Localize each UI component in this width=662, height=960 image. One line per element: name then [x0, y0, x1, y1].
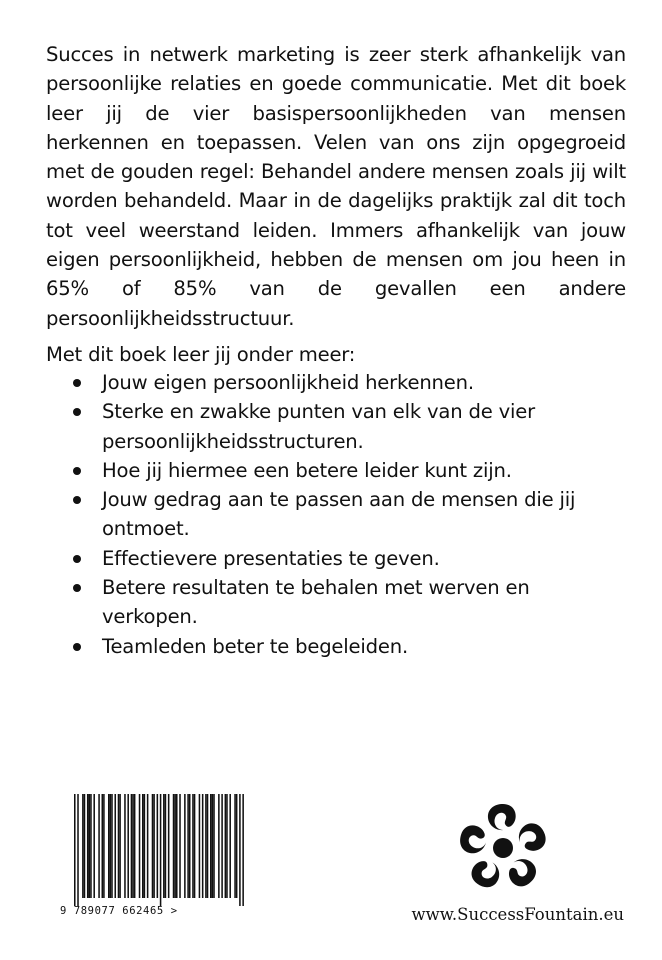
barcode-bar — [89, 794, 91, 898]
barcode-bar — [110, 794, 112, 898]
barcode-bar — [127, 794, 129, 898]
barcode-bar — [111, 794, 113, 898]
barcode-bar — [239, 794, 241, 906]
barcode-bar — [168, 794, 170, 898]
barcode-bar — [147, 794, 149, 898]
barcode-bar — [236, 794, 238, 898]
barcode-bar — [226, 794, 228, 898]
list-item-text: Teamleden beter te begeleiden. — [102, 634, 408, 658]
list-heading: Met dit boek leer jij onder meer: — [46, 343, 356, 366]
barcode-bar — [87, 794, 89, 898]
barcode-bar — [134, 794, 136, 898]
barcode-bar — [102, 794, 104, 898]
barcode-bar — [221, 794, 223, 898]
barcode-bar — [218, 794, 220, 898]
barcode-bar — [234, 794, 236, 898]
bullet-icon — [73, 379, 81, 387]
barcode-bar — [179, 794, 181, 898]
flower-logo-icon — [455, 800, 551, 896]
barcode-bar — [119, 794, 121, 898]
barcode-bar — [84, 794, 86, 898]
barcode-bar — [225, 794, 227, 898]
barcode-bar — [173, 794, 175, 898]
barcode-bar — [131, 794, 133, 898]
list-item — [46, 456, 626, 485]
barcode-bar — [207, 794, 209, 898]
list-item — [46, 632, 626, 661]
barcode-bar — [114, 794, 116, 898]
barcode-bar — [210, 794, 212, 898]
barcode-bar — [212, 794, 214, 898]
list-item — [46, 397, 626, 456]
barcode-bar — [184, 794, 186, 898]
list-item-text: Betere resultaten te behalen met werven en verkopen. — [102, 576, 530, 629]
publisher-website: www.SuccessFountain.eu — [411, 905, 624, 924]
barcode-bar — [189, 794, 191, 898]
list-item-text: Jouw eigen persoonlijkheid herkennen. — [102, 371, 474, 394]
list-item-text: Sterke en zwakke punten van elk van de vier persoonlijkheidsstructuren. — [102, 400, 535, 453]
barcode-bar — [160, 794, 162, 906]
barcode-bar — [176, 794, 178, 898]
barcode-bar — [165, 794, 167, 898]
bullet-icon — [73, 496, 81, 504]
barcode-bar — [163, 794, 165, 898]
barcode-bar — [93, 794, 95, 898]
barcode-bar — [90, 794, 92, 898]
bullet-icon — [73, 584, 81, 592]
bullet-icon — [73, 408, 81, 416]
barcode-bar — [82, 794, 84, 898]
barcode-bar — [98, 794, 100, 898]
barcode-bar — [74, 794, 76, 906]
isbn-barcode — [74, 794, 244, 922]
list-item — [46, 573, 626, 632]
barcode-bar — [242, 794, 244, 906]
barcode-bar — [118, 794, 120, 898]
barcode-bar — [124, 794, 126, 898]
barcode-bar — [77, 794, 79, 906]
barcode-bar — [213, 794, 215, 898]
barcode-bar — [103, 794, 105, 898]
barcode-bar — [194, 794, 196, 898]
bullet-icon — [73, 643, 81, 651]
barcode-bar — [205, 794, 207, 898]
isbn-number: 9 789077 662465 > — [60, 905, 178, 917]
list-item — [46, 485, 626, 544]
barcode-bar — [174, 794, 176, 898]
barcode-bar — [157, 794, 159, 898]
barcode-bar — [192, 794, 194, 898]
list-item — [46, 368, 626, 397]
barcode-bar — [202, 794, 204, 898]
barcode-bar — [153, 794, 155, 898]
barcode-bars — [74, 794, 244, 906]
barcode-bar — [132, 794, 134, 898]
barcode-bar — [229, 794, 231, 898]
list-item-text: Jouw gedrag aan te passen aan de mensen die jij ontmoet. — [102, 488, 576, 541]
barcode-bar — [139, 794, 141, 898]
list-item-text: Hoe jij hiermee een betere leider kunt zijn. — [102, 458, 512, 482]
barcode-bar — [142, 794, 144, 898]
bullet-icon — [73, 555, 81, 563]
barcode-bar — [108, 794, 110, 898]
barcode-bar — [144, 794, 146, 898]
barcode-bar — [199, 794, 201, 898]
list-item-text: Effectievere presentaties te geven. — [102, 546, 440, 570]
benefits-list — [46, 368, 626, 661]
barcode-bar — [152, 794, 154, 898]
barcode-bar — [187, 794, 189, 898]
intro-paragraph: Succes in netwerk marketing is zeer sterk afhankelijk van persoonlijke relaties en goede communicatie. Met dit boek leer jij de vier basispersoonlijkheden van mensen herkennen en toepassen. Velen van ons zijn opgegroeid met de gouden regel: Behandel andere mensen zoals jij wilt worden behandeld. Maar in de dagelijks praktijk zal dit toch tot veel weerstand leiden. Immers afhankelijk van jouw eigen persoonlijkheid, hebben de mensen om jou heen in 65% of 85% van de gevallen een andere persoonlijkheidsstructuur. — [46, 43, 626, 330]
bullet-icon — [73, 467, 81, 475]
list-item — [46, 544, 626, 573]
